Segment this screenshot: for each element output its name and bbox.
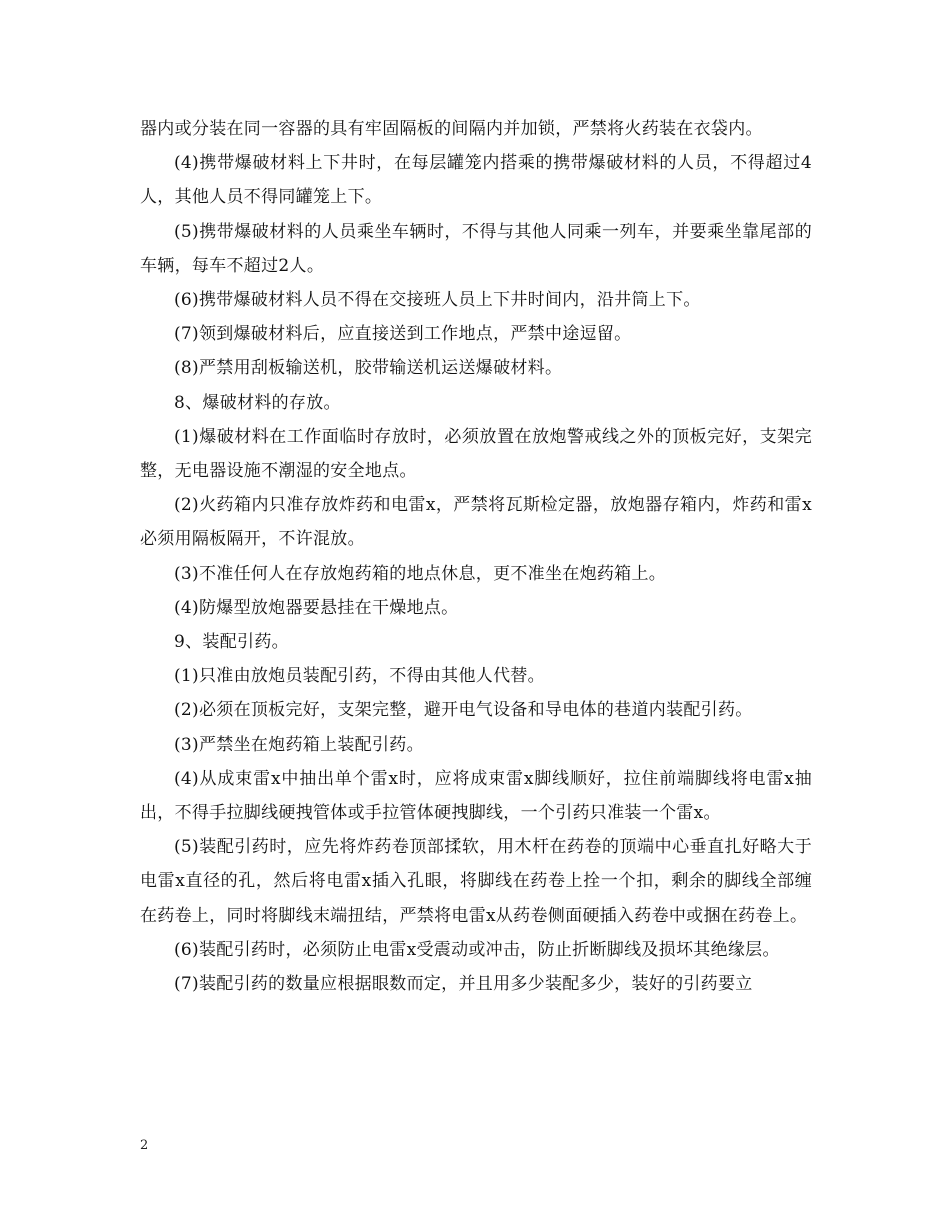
paragraph: (1)爆破材料在工作面临时存放时，必须放置在放炮警戒线之外的顶板完好，支架完整，无电器设施不潮湿的安全地点。 <box>140 426 812 482</box>
paragraph-continuation: 器内或分装在同一容器的具有牢固隔板的间隔内并加锁，严禁将火药装在衣袋内。 <box>140 119 763 139</box>
paragraph: (4)携带爆破材料上下井时，在每层罐笼内搭乘的携带爆破材料的人员，不得超过4人，其他人员不得同罐笼上下。 <box>140 153 812 208</box>
paragraph: (4)防爆型放炮器要悬挂在干燥地点。 <box>174 597 459 618</box>
page-number: 2 <box>140 1138 149 1153</box>
document-body <box>140 112 812 1001</box>
paragraph: (3)不准任何人在存放炮药箱的地点休息，更不准坐在炮药箱上。 <box>174 563 667 584</box>
paragraph: (4)从成束雷x中抽出单个雷x时，应将成束雷x脚线顺好，拉住前端脚线将电雷x抽出，不得手拉脚线硬拽管体或手拉管体硬拽脚线，一个引药只准装一个雷x。 <box>140 768 812 824</box>
paragraph: (2)必须在顶板完好，支架完整，避开电气设备和导电体的巷道内装配引药。 <box>174 700 753 721</box>
paragraph: (7)装配引药的数量应根据眼数而定，并且用多少装配多少，装好的引药要立 <box>174 974 753 995</box>
section-heading: 8、爆破材料的存放。 <box>174 392 341 413</box>
paragraph: (7)领到爆破材料后，应直接送到工作地点，严禁中途逗留。 <box>174 324 632 345</box>
paragraph: (5)装配引药时，应先将炸药卷顶部揉软，用木杆在药卷的顶端中心垂直扎好略大于电雷x直径的孔，然后将电雷x插入孔眼，将脚线在药卷上拴一个扣，剩余的脚线全部缠在药卷上，同时将脚线末端扭结，严禁将电雷x从药卷侧面硬插入药卷中或捆在药卷上。 <box>140 837 812 926</box>
paragraph: (8)严禁用刮板输送机，胶带输送机运送爆破材料。 <box>174 358 563 379</box>
paragraph: (2)火药箱内只准存放炸药和电雷x，严禁将瓦斯检定器，放炮器存箱内，炸药和雷x必须用隔板隔开，不许混放。 <box>140 495 812 550</box>
paragraph: (6)装配引药时，必须防止电雷x受震动或冲击，防止折断脚线及损坏其绝缘层。 <box>174 939 780 960</box>
section-heading: 9、装配引药。 <box>174 632 289 653</box>
paragraph: (1)只准由放炮员装配引药，不得由其他人代替。 <box>174 666 545 687</box>
paragraph: (6)携带爆破材料人员不得在交接班人员上下井时间内，沿井筒上下。 <box>174 290 701 311</box>
paragraph: (3)严禁坐在炮药箱上装配引药。 <box>174 734 424 755</box>
paragraph: (5)携带爆破材料的人员乘坐车辆时，不得与其他人同乘一列车，并要乘坐靠尾部的车辆，每车不超过2人。 <box>140 221 812 276</box>
